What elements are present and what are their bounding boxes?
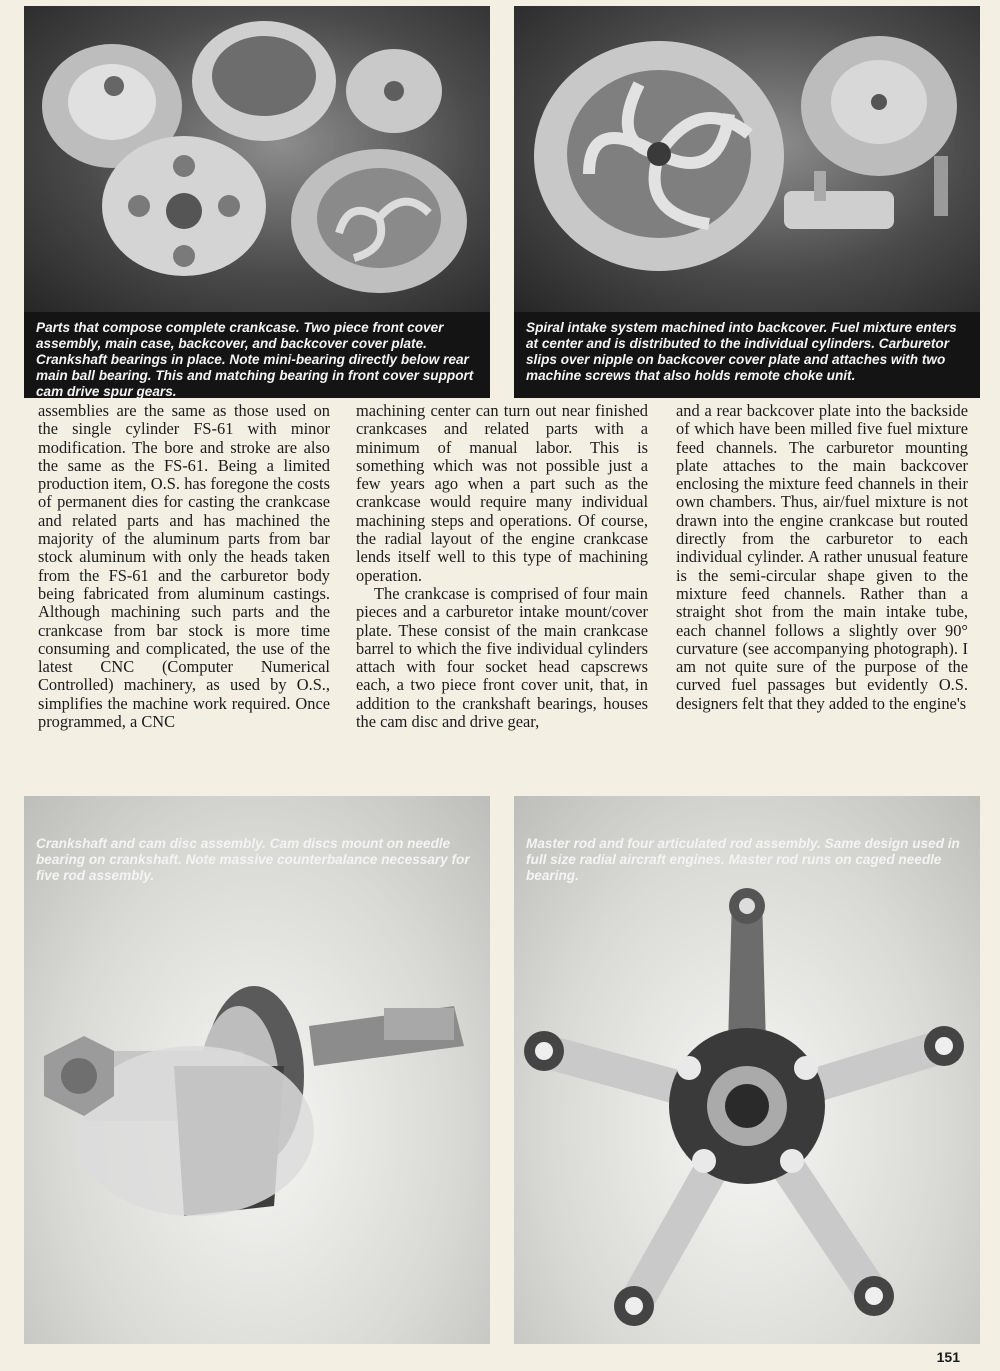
caption-master-rod: Master rod and four articulated rod assembly. Same design used in full size radial aircraft engines. Master rod runs on caged needle bearing. bbox=[526, 836, 960, 883]
article-column-1 bbox=[38, 402, 330, 731]
photo-crankcase-parts bbox=[24, 6, 490, 312]
column-3-paragraph: and a rear backcover plate into the backside of which have been milled five fuel mixture feed channels. The carburetor mounting plate attaches to the main backcover enclosing the mixture feed channels in their own chambers. Thus, air/fuel mixture is not drawn into the engine crankcase but routed directly from the carburetor to each individual cylinder. A rather unusual feature is the semi-circular shape given to the mixture feed channels. Rather than a straight shot from the main intake tube, each channel follows a slightly over 90° curvature (see accompanying photograph). I am not quite sure of the purpose of the curved fuel passages but evidently O.S. designers felt that they added to the engine's bbox=[676, 401, 968, 713]
caption-spiral-intake: Spiral intake system machined into backcover. Fuel mixture enters at center and is distributed to the individual cylinders. Carburetor slips over nipple on backcover cover plate and attaches with two machine screws that also holds remote choke unit. bbox=[514, 312, 980, 398]
page-number: 151 bbox=[936, 1349, 960, 1365]
caption-crankshaft: Crankshaft and cam disc assembly. Cam discs mount on needle bearing on crankshaft. Note massive counterbalance necessary for five rod assembly. bbox=[36, 836, 470, 883]
column-2-paragraph-2: The crankcase is comprised of four main pieces and a carburetor intake mount/cover plate. These consist of the main crankcase barrel to which the five individual cylinders attach with four socket head capscrews each, a two piece front cover unit, that, in addition to the crankshaft bearings, houses the cam disc and drive gear, bbox=[356, 583, 648, 732]
caption-crankcase-parts: Parts that compose complete crankcase. Two piece front cover assembly, main case, backcover, and backcover cover plate. Crankshaft bearings in place. Note mini-bearing directly below rear main ball bearing. This and matching bearing in front cover support cam drive spur gears. bbox=[24, 312, 490, 398]
article-column-3 bbox=[676, 402, 968, 713]
column-2-paragraph-1: machining center can turn out near finished crankcases and related parts with a minimum of manual labor. This is something which was not possible just a few years ago when a part such as the crankcase would require many individual machining steps and operations. Of course, the radial layout of the engine crankcase lends itself well to this type of machining operation. bbox=[356, 401, 648, 585]
photo-spiral-intake bbox=[514, 6, 980, 312]
article-column-2 bbox=[356, 402, 648, 731]
column-1-paragraph: assemblies are the same as those used on the single cylinder FS-61 with minor modification. The bore and stroke are also the same as the FS-61. Being a limited production item, O.S. has foregone the costs of permanent dies for casting the crankcase and related parts and has machined the majority of the aluminum parts from bar stock aluminum with only the heads taken from the FS-61 and the carburetor body being fabricated from aluminum castings. Although machining such parts and the crankcase from bar stock is more time consuming and complicated, the use of the latest CNC (Computer Numerical Controlled) machinery, as used by O.S., simplifies the machine work required. Once programmed, a CNC bbox=[38, 401, 330, 732]
spiral-intake-illustration bbox=[514, 6, 980, 312]
crankcase-parts-illustration bbox=[24, 6, 490, 312]
